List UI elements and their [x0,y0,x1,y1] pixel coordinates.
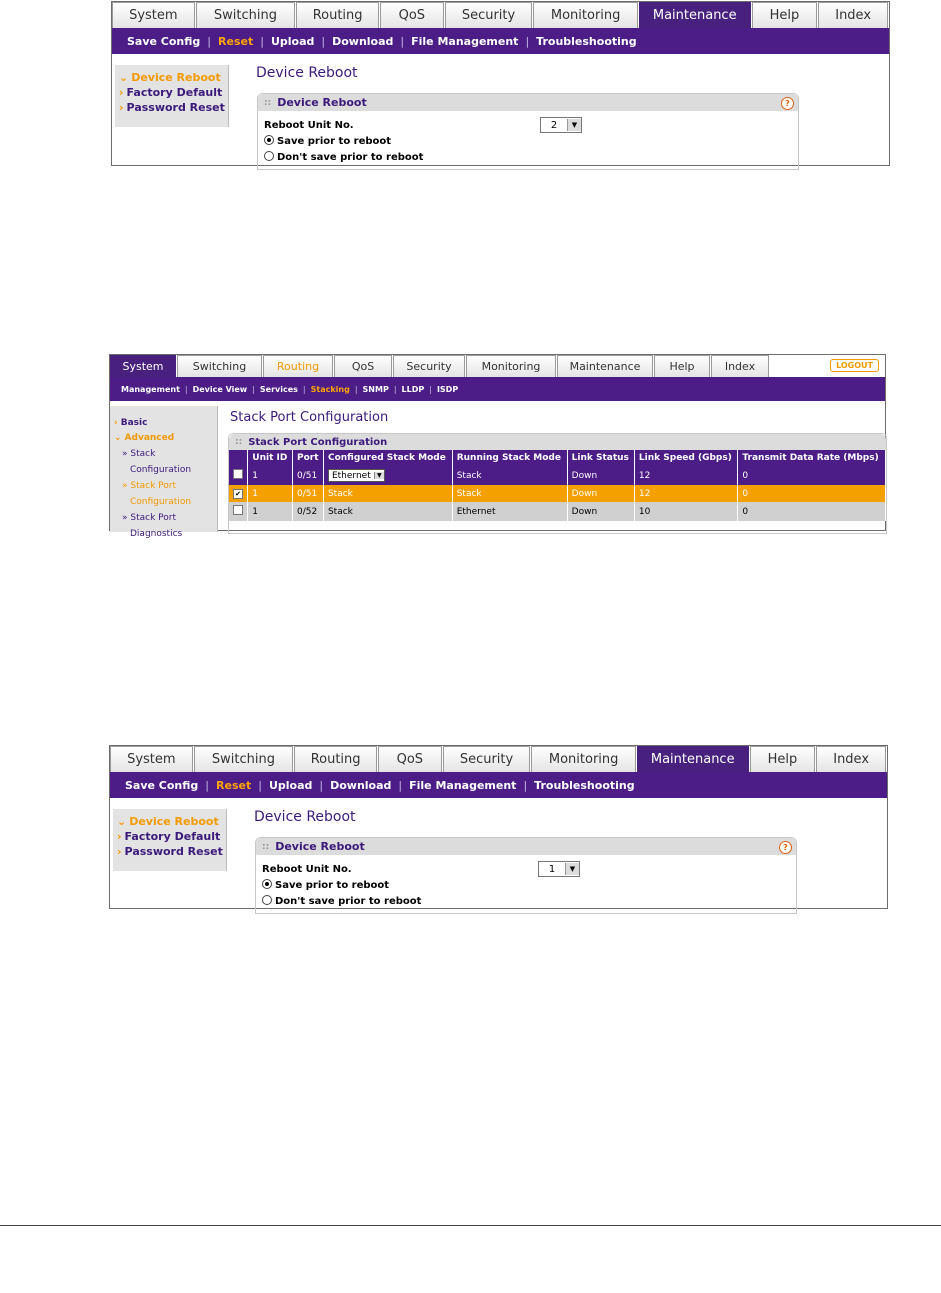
tab-qos[interactable]: QoS [334,355,392,377]
drag-handle-icon: :: [264,97,272,108]
cell-port: 0/51 [292,485,323,502]
configured-mode-value: Ethernet [331,470,371,481]
help-icon[interactable]: ? [779,841,792,854]
chevron-right-icon: › [119,86,124,99]
tab-index[interactable]: Index [816,746,886,772]
subnav-download[interactable]: Download [330,778,392,792]
sidebar-item-factory-default[interactable]: › Factory Default [119,86,223,99]
tab-monitoring[interactable]: Monitoring [533,2,638,28]
chevron-right-icon: › [117,830,122,843]
sidebar-item-device-reboot[interactable]: ⌄ Device Reboot [117,815,219,828]
sub-nav-bar: Save Config | Reset | Upload | Download | File Management | Troubleshooting [112,28,889,54]
sidebar-item-password-reset[interactable]: › Password Reset [119,101,225,114]
subnav-lldp[interactable]: LLDP [401,384,425,394]
cell-port: 0/51 [292,466,323,485]
sidebar-item-stack-port-config[interactable]: Configuration [130,497,192,507]
sidebar-item-stack-port[interactable]: » Stack Port [122,481,176,491]
page-title: Stack Port Configuration [230,410,389,425]
subnav-troubleshooting[interactable]: Troubleshooting [534,778,635,792]
radio-selected-icon [264,135,274,145]
radio-empty-icon [262,895,272,905]
sidebar-item-stack-port-diag[interactable]: » Stack Port [122,513,176,523]
cell-transmit-rate: 0 [738,466,886,485]
subnav-snmp[interactable]: SNMP [362,384,389,394]
reboot-screenshot-2 [109,745,888,909]
cell-transmit-rate: 0 [738,502,886,521]
reboot-unit-value: 1 [548,863,556,875]
tab-security[interactable]: Security [443,746,531,772]
table-row[interactable] [229,502,886,521]
subnav-download[interactable]: Download [332,34,394,48]
panel-header [258,94,798,111]
drag-handle-icon: :: [235,437,243,447]
table-row[interactable] [229,466,886,485]
subnav-reset[interactable]: Reset [218,34,254,48]
tab-switching[interactable]: Switching [196,2,296,28]
cell-unit: 1 [248,502,293,521]
subnav-file-management[interactable]: File Management [411,34,519,48]
cell-link-speed: 10 [634,502,737,521]
main-tab-bar [112,2,889,28]
reboot-unit-label: Reboot Unit No. [262,864,352,875]
tab-index[interactable]: Index [818,2,888,28]
cell-config-mode: Stack [323,485,452,502]
sub-nav-bar: Save Config | Reset | Upload | Download | File Management | Troubleshooting [110,772,887,798]
chevron-right-icon: › [117,845,122,858]
tab-help[interactable]: Help [752,2,818,28]
subnav-upload[interactable]: Upload [270,34,315,48]
cell-running-mode: Stack [452,466,567,485]
row-checkbox[interactable] [233,505,243,515]
sidebar-item-basic[interactable]: › Basic [114,418,148,428]
tab-switching[interactable]: Switching [177,355,262,377]
main-tab-bar [110,746,887,772]
tab-maintenance[interactable]: Maintenance [557,355,653,377]
panel-header [229,434,886,450]
page-title: Device Reboot [256,65,358,81]
reboot-unit-select[interactable] [538,861,580,877]
sidebar-item-advanced[interactable]: ⌄ Advanced [114,433,175,443]
cell-running-mode: Ethernet [452,502,567,521]
drag-handle-icon: :: [262,841,270,852]
tab-monitoring[interactable]: Monitoring [466,355,556,377]
configured-mode-select[interactable] [328,469,385,482]
page-footer-rule [0,1225,941,1226]
sub-nav-bar: Management | Device View | Services | Stacking | SNMP | LLDP | ISDP [110,377,885,401]
sidebar-item-stack-config[interactable]: Configuration [130,465,192,475]
tab-maintenance[interactable]: Maintenance [639,2,751,28]
page-title: Device Reboot [254,809,356,825]
chevron-right-icon: › [119,101,124,114]
table-header-row [229,450,886,466]
cell-port: 0/52 [292,502,323,521]
tab-index[interactable]: Index [711,355,769,377]
subnav-isdp[interactable]: ISDP [436,384,459,394]
tab-security[interactable]: Security [393,355,465,377]
chevron-down-icon: ⌄ [119,71,129,84]
panel-title: Stack Port Configuration [248,436,388,448]
col-transmit-rate: Transmit Data Rate (Mbps) [738,450,886,466]
col-unit-id: Unit ID [248,450,293,466]
panel-title: Device Reboot [275,840,365,853]
radio-dont-save[interactable]: Don't save prior to reboot [262,895,421,907]
subnav-stacking[interactable]: Stacking [310,384,350,394]
col-link-status: Link Status [567,450,634,466]
device-reboot-panel [255,837,797,914]
row-checkbox[interactable] [233,469,243,479]
row-checkbox-checked[interactable]: ✔ [233,489,243,499]
radio-dont-save[interactable]: Don't save prior to reboot [264,151,423,163]
tab-system[interactable]: System [110,355,176,377]
col-port: Port [292,450,323,466]
col-configured-mode: Configured Stack Mode [323,450,452,466]
panel-header [256,838,796,855]
dropdown-arrow-icon: ▼ [565,863,579,875]
col-link-speed: Link Speed (Gbps) [634,450,737,466]
cell-link-status: Down [567,466,634,485]
sidebar-item-password-reset[interactable]: › Password Reset [117,845,223,858]
cell-config-mode: Stack [323,502,452,521]
dropdown-arrow-icon: ▼ [374,472,384,479]
tab-qos[interactable]: QoS [380,2,444,28]
subnav-save-config[interactable]: Save Config [125,778,199,792]
subnav-device-view[interactable]: Device View [192,384,248,394]
cell-config-mode[interactable] [323,466,452,485]
reboot-unit-select[interactable] [540,117,582,133]
logout-button[interactable]: LOGOUT [830,359,879,372]
cell-unit: 1 [248,466,293,485]
cell-link-status: Down [567,502,634,521]
tab-system[interactable]: System [110,746,193,772]
subnav-upload[interactable]: Upload [268,778,313,792]
reboot-unit-label: Reboot Unit No. [264,120,354,131]
radio-empty-icon [264,151,274,161]
tab-qos[interactable]: QoS [378,746,442,772]
cell-transmit-rate: 0 [738,485,886,502]
chevron-down-icon: ⌄ [117,815,127,828]
device-reboot-panel [257,93,799,170]
stack-port-screenshot [109,354,886,539]
tab-help[interactable]: Help [750,746,816,772]
sidebar-item-device-reboot[interactable]: ⌄ Device Reboot [119,71,221,84]
col-running-mode: Running Stack Mode [452,450,567,466]
subnav-file-management[interactable]: File Management [409,778,517,792]
tab-maintenance[interactable]: Maintenance [637,746,749,772]
sidebar [115,65,229,127]
reboot-screenshot-1 [111,1,890,166]
subnav-save-config[interactable]: Save Config [127,34,201,48]
radio-save-prior[interactable]: Save prior to reboot [262,879,389,891]
stack-port-table [229,450,886,521]
stack-port-panel [228,433,887,534]
cell-link-speed: 12 [634,485,737,502]
tab-routing[interactable]: Routing [296,2,379,28]
panel-title: Device Reboot [277,96,367,109]
cell-running-mode: Stack [452,485,567,502]
main-tab-bar [110,355,885,377]
tab-routing[interactable]: Routing [294,746,377,772]
subnav-reset[interactable]: Reset [216,778,252,792]
reboot-unit-value: 2 [550,119,558,131]
sidebar-item-factory-default[interactable]: › Factory Default [117,830,221,843]
help-icon[interactable]: ? [781,97,794,110]
tab-switching[interactable]: Switching [194,746,294,772]
sidebar [110,406,218,539]
cell-link-speed: 12 [634,466,737,485]
col-select [229,450,248,466]
tab-security[interactable]: Security [445,2,533,28]
tab-routing[interactable]: Routing [263,355,333,377]
subnav-management[interactable]: Management [121,384,180,394]
subnav-troubleshooting[interactable]: Troubleshooting [536,34,637,48]
radio-selected-icon [262,879,272,889]
cell-link-status: Down [567,485,634,502]
tab-system[interactable]: System [112,2,195,28]
dropdown-arrow-icon: ▼ [567,119,581,131]
tab-monitoring[interactable]: Monitoring [531,746,636,772]
tab-help[interactable]: Help [654,355,710,377]
sidebar [113,809,227,871]
cell-unit: 1 [248,485,293,502]
table-row[interactable] [229,485,886,502]
radio-save-prior[interactable]: Save prior to reboot [264,135,391,147]
sidebar-item-diagnostics[interactable]: Diagnostics [130,529,183,539]
subnav-services[interactable]: Services [259,384,298,394]
sidebar-item-stack[interactable]: » Stack [122,449,156,459]
